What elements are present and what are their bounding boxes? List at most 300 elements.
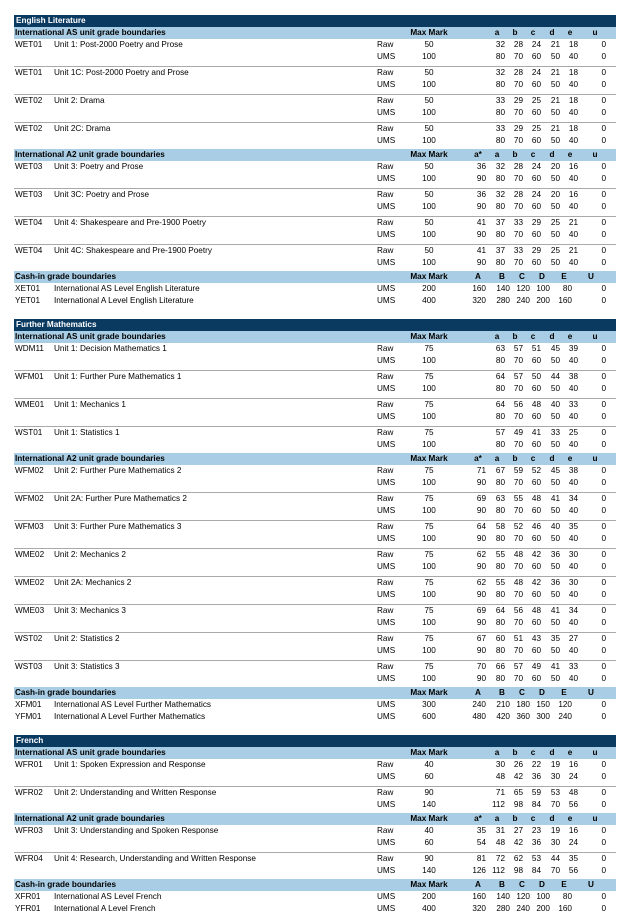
max-mark: 400 [422,904,436,913]
grade-value: 26 [513,760,523,769]
grade-value: 50 [550,258,560,267]
grade-header: c [530,28,536,37]
cashin-row [14,283,616,295]
grade-value: 32 [495,40,505,49]
max-mark-header: Max Mark [410,332,448,341]
grade-value: 0 [601,440,606,449]
max-mark: 75 [424,466,434,475]
unit-title: Unit 3: Understanding and Spoken Response [54,826,219,835]
grade-value: 67 [476,634,486,643]
grade-value: 56 [513,606,523,615]
grade-value: 25 [531,124,541,133]
grade-value: 0 [601,80,606,89]
mark-type: UMS [377,904,396,913]
grade-value: 0 [601,700,606,709]
mark-type: UMS [377,892,396,901]
grade-value: 0 [601,854,606,863]
grade-value: 60 [531,384,541,393]
unit-title: Unit 2: Statistics 2 [54,634,120,643]
grade-value: 40 [568,618,578,627]
grade-value: 210 [496,700,510,709]
grade-value: 34 [568,494,578,503]
mark-type: Raw [377,578,394,587]
grade-header: B [499,272,505,281]
grade-value: 0 [601,230,606,239]
grade-value: 100 [536,892,550,901]
grade-value: 0 [601,506,606,515]
max-mark: 100 [422,174,436,183]
mark-type: UMS [377,296,396,305]
grade-value: 0 [601,826,606,835]
unit-title: Unit 4: Shakespeare and Pre-1900 Poetry [54,218,207,227]
grade-value: 28 [513,162,523,171]
unit-raw-row [14,370,616,383]
grade-value: 55 [495,578,505,587]
grade-value: 40 [568,674,578,683]
unit-raw-row [14,492,616,505]
grade-value: 42 [513,772,523,781]
grade-value: 70 [550,866,560,875]
grade-header: u [592,332,598,341]
grade-value: 70 [550,800,560,809]
grade-value: 35 [568,522,578,531]
grade-value: 60 [531,356,541,365]
grade-value: 21 [550,68,560,77]
grade-value: 50 [550,534,560,543]
grade-header: a [494,454,500,463]
qualification-title: International A Level Further Mathematics [54,712,206,721]
grade-value: 80 [495,174,505,183]
grade-value: 280 [496,296,510,305]
grade-value: 160 [558,904,572,913]
grade-value: 51 [531,344,541,353]
unit-code: WET04 [15,246,43,255]
grade-header: C [519,272,525,281]
unit-code: WFM02 [15,494,44,503]
grade-value: 31 [495,826,505,835]
grade-value: 48 [513,550,523,559]
grade-value: 150 [536,700,550,709]
grade-value: 29 [531,218,541,227]
grade-value: 50 [550,562,560,571]
max-mark: 50 [424,96,434,105]
grade-value: 80 [495,356,505,365]
grade-value: 33 [568,400,578,409]
grade-value: 70 [513,618,523,627]
unit-raw-row [14,343,616,355]
grade-value: 0 [601,108,606,117]
grade-value: 0 [601,52,606,61]
grade-value: 0 [601,550,606,559]
grade-value: 0 [601,96,606,105]
grade-header: C [519,688,525,697]
grade-value: 80 [495,412,505,421]
grade-header: E [561,880,567,889]
mark-type: UMS [377,80,396,89]
grade-value: 112 [491,866,505,875]
grade-value: 70 [513,562,523,571]
grade-value: 21 [550,40,560,49]
section-title: International AS unit grade boundaries [15,332,166,341]
grade-value: 60 [531,258,541,267]
unit-title: Unit 4C: Shakespeare and Pre-1900 Poetry [54,246,212,255]
grade-value: 0 [601,478,606,487]
grade-value: 64 [495,400,505,409]
qualification-code: XFR01 [15,892,41,901]
grade-value: 240 [516,296,530,305]
grade-value: 70 [513,674,523,683]
grade-value: 23 [531,826,541,835]
grade-value: 48 [568,788,578,797]
unit-title: Unit 3: Poetry and Prose [54,162,144,171]
grade-value: 45 [550,344,560,353]
grade-value: 50 [550,506,560,515]
grade-value: 60 [531,674,541,683]
unit-title: Unit 3C: Poetry and Prose [54,190,150,199]
max-mark-header: Max Mark [410,272,448,281]
mark-type: Raw [377,372,394,381]
unit-raw-row [14,759,616,771]
grade-value: 480 [472,712,486,721]
mark-type: UMS [377,440,396,449]
grade-header: c [530,150,536,159]
grade-header: D [539,688,545,697]
grade-value: 70 [513,356,523,365]
section-header [14,813,616,825]
grade-value: 70 [476,662,486,671]
grade-value: 90 [476,202,486,211]
grade-value: 40 [568,258,578,267]
mark-type: Raw [377,40,394,49]
grade-header: D [539,880,545,889]
mark-type: Raw [377,522,394,531]
grade-value: 27 [513,826,523,835]
grade-value: 55 [495,550,505,559]
max-mark: 100 [422,590,436,599]
grade-value: 0 [601,606,606,615]
grade-value: 50 [550,80,560,89]
grade-value: 240 [558,712,572,721]
unit-raw-row [14,39,616,51]
grade-value: 90 [476,590,486,599]
grade-header: a [494,748,500,757]
unit-title: Unit 2A: Mechanics 2 [54,578,132,587]
mark-type: UMS [377,230,396,239]
grade-value: 43 [531,634,541,643]
mark-type: Raw [377,246,394,255]
grade-value: 60 [495,634,505,643]
grade-value: 80 [562,892,572,901]
unit-title: Unit 1: Statistics 1 [54,428,120,437]
unit-raw-row [14,604,616,617]
grade-value: 120 [558,700,572,709]
grade-value: 0 [601,662,606,671]
grade-value: 18 [568,96,578,105]
unit-ums-row [14,477,616,489]
max-mark: 50 [424,40,434,49]
max-mark-header: Max Mark [410,688,448,697]
grade-value: 60 [531,534,541,543]
max-mark: 600 [422,712,436,721]
unit-code: WET02 [15,124,43,133]
grade-value: 80 [495,590,505,599]
grade-value: 30 [568,550,578,559]
grade-value: 34 [568,606,578,615]
max-mark: 300 [422,700,436,709]
grade-value: 40 [568,590,578,599]
grade-value: 90 [476,618,486,627]
max-mark: 100 [422,230,436,239]
grade-value: 80 [495,108,505,117]
grade-value: 50 [550,412,560,421]
unit-raw-row [14,161,616,173]
mark-type: Raw [377,760,394,769]
grade-value: 48 [513,578,523,587]
max-mark: 90 [424,854,434,863]
grade-value: 55 [513,494,523,503]
grade-value: 60 [531,562,541,571]
max-mark: 100 [422,80,436,89]
grade-value: 36 [476,162,486,171]
grade-value: 29 [531,246,541,255]
mark-type: Raw [377,400,394,409]
grade-header: u [592,454,598,463]
grade-value: 160 [558,296,572,305]
unit-ums-row [14,257,616,269]
max-mark: 50 [424,124,434,133]
grade-value: 60 [531,230,541,239]
grade-value: 84 [531,866,541,875]
grade-header: d [549,814,555,823]
mark-type: Raw [377,788,394,797]
unit-ums-row [14,79,616,91]
grade-header: a* [474,150,482,159]
unit-ums-row [14,439,616,451]
max-mark: 50 [424,68,434,77]
grade-value: 70 [513,384,523,393]
grade-value: 90 [476,230,486,239]
grade-value: 21 [550,96,560,105]
grade-value: 90 [476,646,486,655]
grade-value: 33 [495,124,505,133]
grade-value: 81 [476,854,486,863]
grade-value: 60 [531,174,541,183]
grade-value: 0 [601,412,606,421]
grade-value: 40 [568,478,578,487]
grade-boundaries-sheet [14,15,616,915]
grade-header: e [567,814,573,823]
grade-value: 53 [550,788,560,797]
grade-value: 37 [495,218,505,227]
grade-value: 0 [601,646,606,655]
mark-type: Raw [377,606,394,615]
max-mark-header: Max Mark [410,814,448,823]
max-mark: 100 [422,562,436,571]
grade-value: 360 [516,712,530,721]
grade-value: 44 [550,372,560,381]
grade-header: c [530,748,536,757]
mark-type: UMS [377,646,396,655]
grade-value: 59 [513,466,523,475]
grade-value: 63 [495,344,505,353]
unit-title: Unit 4: Research, Understanding and Written Response [54,854,256,863]
unit-code: WFM01 [15,372,44,381]
mark-type: Raw [377,344,394,353]
grade-value: 60 [531,478,541,487]
grade-value: 50 [550,356,560,365]
grade-value: 18 [568,124,578,133]
grade-value: 40 [568,356,578,365]
section-header [14,271,616,283]
grade-value: 0 [601,866,606,875]
grade-value: 64 [495,606,505,615]
grade-value: 16 [568,760,578,769]
grade-value: 60 [531,506,541,515]
grade-value: 18 [568,68,578,77]
unit-ums-row [14,201,616,213]
max-mark: 100 [422,258,436,267]
grade-value: 50 [550,674,560,683]
grade-value: 35 [568,854,578,863]
qualification-code: XFM01 [15,700,42,709]
section-header [14,27,616,39]
unit-code: WST02 [15,634,43,643]
grade-header: c [530,332,536,341]
grade-header: U [588,880,594,889]
unit-raw-row [14,94,616,107]
section-header [14,149,616,161]
grade-value: 200 [536,296,550,305]
grade-value: 0 [601,68,606,77]
mark-type: UMS [377,136,396,145]
section-header [14,453,616,465]
grade-header: E [561,272,567,281]
mark-type: UMS [377,562,396,571]
grade-value: 0 [601,578,606,587]
grade-value: 0 [601,760,606,769]
grade-value: 50 [550,202,560,211]
unit-ums-row [14,533,616,545]
unit-raw-row [14,576,616,589]
unit-title: Unit 1: Decision Mathematics 1 [54,344,167,353]
unit-title: Unit 1C: Post-2000 Poetry and Prose [54,68,189,77]
mark-type: Raw [377,494,394,503]
mark-type: Raw [377,218,394,227]
grade-value: 70 [513,80,523,89]
grade-value: 45 [550,466,560,475]
unit-ums-row [14,355,616,367]
subject-title: Further Mathematics [14,319,616,331]
grade-value: 120 [516,284,530,293]
unit-code: WET03 [15,162,43,171]
grade-header: e [567,332,573,341]
mark-type: Raw [377,634,394,643]
unit-code: WME01 [15,400,45,409]
cashin-row [14,699,616,711]
grade-value: 42 [531,578,541,587]
grade-value: 36 [476,190,486,199]
grade-value: 80 [495,258,505,267]
grade-value: 60 [531,52,541,61]
grade-value: 71 [495,788,505,797]
grade-value: 39 [568,344,578,353]
grade-value: 50 [550,52,560,61]
qualification-code: XET01 [15,284,41,293]
grade-header: b [512,28,518,37]
grade-value: 65 [513,788,523,797]
unit-raw-row [14,216,616,229]
max-mark: 75 [424,428,434,437]
grade-header: b [512,748,518,757]
qualification-code: YFR01 [15,904,41,913]
grade-value: 240 [472,700,486,709]
mark-type: UMS [377,772,396,781]
grade-header: c [530,454,536,463]
max-mark: 100 [422,202,436,211]
mark-type: UMS [377,618,396,627]
grade-header: e [567,454,573,463]
grade-value: 0 [601,634,606,643]
grade-header: U [588,688,594,697]
unit-title: Unit 2A: Further Pure Mathematics 2 [54,494,187,503]
grade-value: 40 [568,52,578,61]
mark-type: UMS [377,712,396,721]
grade-value: 49 [513,428,523,437]
grade-value: 0 [601,618,606,627]
unit-title: Unit 1: Mechanics 1 [54,400,126,409]
unit-raw-row [14,786,616,799]
grade-value: 50 [550,646,560,655]
unit-ums-row [14,771,616,783]
grade-value: 62 [476,550,486,559]
grade-value: 70 [513,136,523,145]
grade-value: 36 [550,578,560,587]
section-title: International A2 unit grade boundaries [15,150,165,159]
grade-value: 70 [513,534,523,543]
grade-value: 90 [476,534,486,543]
grade-value: 64 [495,372,505,381]
grade-value: 48 [531,400,541,409]
section-header [14,879,616,891]
max-mark: 100 [422,478,436,487]
grade-value: 56 [568,800,578,809]
grade-value: 84 [531,800,541,809]
grade-value: 35 [476,826,486,835]
unit-ums-row [14,505,616,517]
unit-code: WFR03 [15,826,43,835]
grade-value: 60 [531,136,541,145]
mark-type: UMS [377,384,396,393]
grade-value: 240 [516,904,530,913]
grade-header: a* [474,454,482,463]
grade-value: 33 [495,96,505,105]
grade-value: 48 [495,772,505,781]
qualification-code: YET01 [15,296,41,305]
grade-value: 58 [495,522,505,531]
grade-value: 70 [513,108,523,117]
max-mark: 75 [424,634,434,643]
mark-type: Raw [377,662,394,671]
max-mark: 100 [422,412,436,421]
mark-type: UMS [377,202,396,211]
max-mark: 140 [422,800,436,809]
grade-value: 57 [513,372,523,381]
grade-value: 50 [550,590,560,599]
grade-value: 50 [550,478,560,487]
grade-value: 90 [476,478,486,487]
grade-value: 90 [476,562,486,571]
grade-value: 0 [601,218,606,227]
